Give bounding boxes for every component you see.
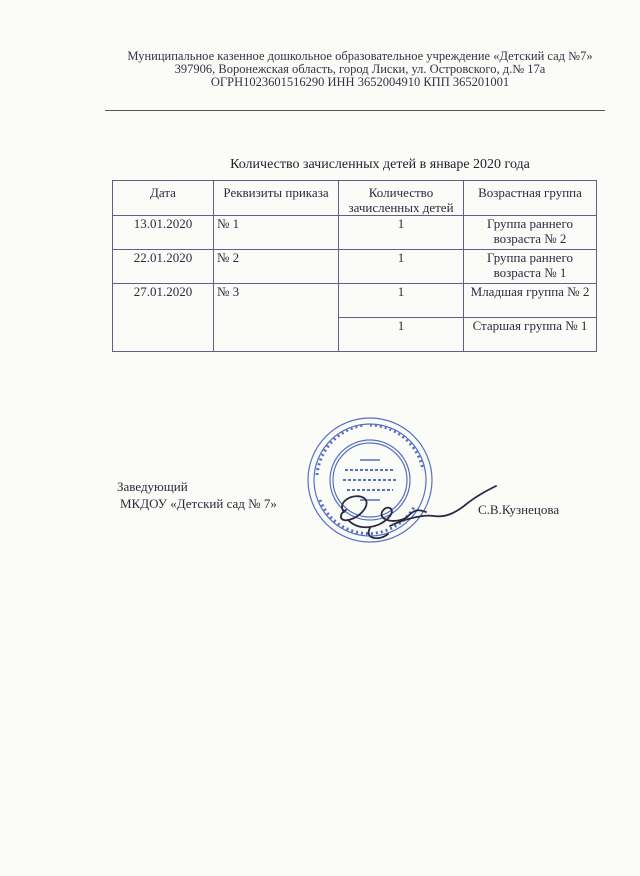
org-name: Муниципальное казенное дошкольное образовательное учреждение «Детский сад №7»: [127, 49, 593, 63]
enrollment-table: [112, 180, 597, 352]
cell-count: 1: [339, 284, 464, 318]
cell-group: Младшая группа № 2: [464, 284, 597, 318]
table-row: [113, 250, 597, 284]
document-title: Количество зачисленных детей в январе 2020 года: [230, 157, 530, 172]
letterhead: [110, 50, 610, 89]
cell-date: 13.01.2020: [113, 216, 214, 250]
header-divider: [105, 110, 605, 111]
header-date: Дата: [113, 181, 214, 216]
org-registry: ОГРН1023601516290 ИНН 3652004910 КПП 365201001: [210, 75, 510, 89]
cell-group: Старшая группа № 1: [464, 318, 597, 352]
header-order: Реквизиты приказа: [214, 181, 339, 216]
table-header-row: [113, 181, 597, 216]
signatory-org: МКДОУ «Детский сад № 7»: [120, 496, 277, 511]
cell-count: 1: [339, 318, 464, 352]
cell-date: 27.01.2020: [113, 284, 214, 352]
org-address: 397906, Воронежская область, город Лиски, ул. Островского, д.№ 17а: [174, 62, 546, 76]
signatory-title: Заведующий: [117, 479, 188, 494]
cell-count: 1: [339, 250, 464, 284]
cell-date: 22.01.2020: [113, 250, 214, 284]
signatory-role: [117, 478, 277, 512]
cell-order: № 3: [214, 284, 339, 352]
header-count: Количество зачисленных детей: [339, 181, 464, 216]
handwritten-signature-icon: [330, 480, 500, 550]
cell-order: № 2: [214, 250, 339, 284]
cell-group: Группа раннего возраста № 2: [464, 216, 597, 250]
cell-group: Группа раннего возраста № 1: [464, 250, 597, 284]
table-row: [113, 216, 597, 250]
table-row: [113, 284, 597, 318]
signatory-name: С.В.Кузнецова: [478, 502, 560, 517]
header-group: Возрастная группа: [464, 181, 597, 216]
cell-order: № 1: [214, 216, 339, 250]
cell-count: 1: [339, 216, 464, 250]
